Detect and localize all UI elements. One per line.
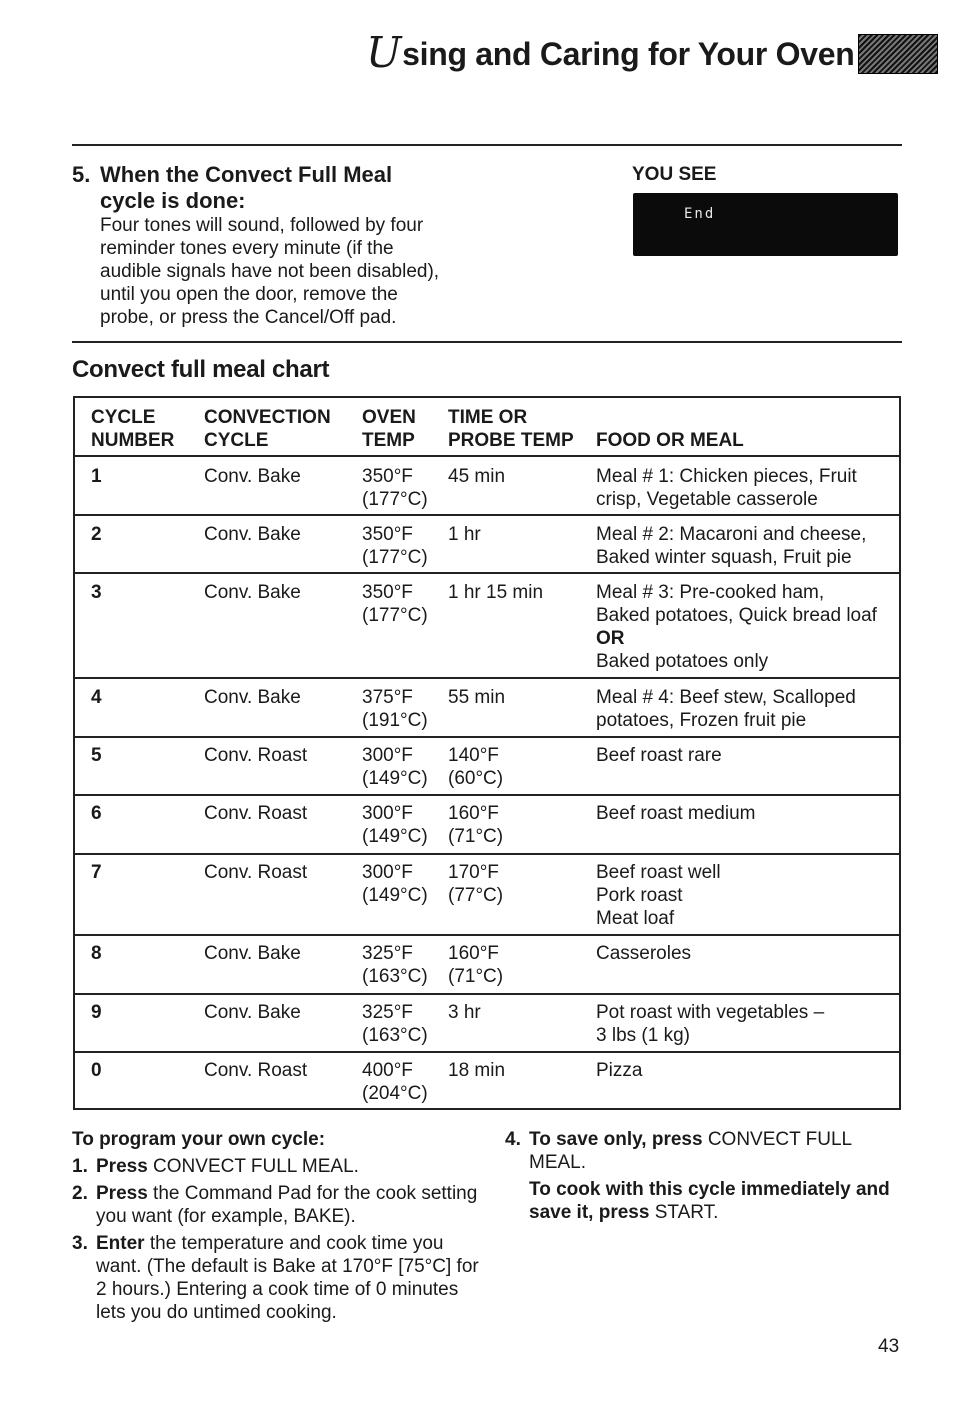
row-temp: 300°F (149°C)	[362, 862, 428, 906]
step5-title-line2: cycle is done:	[100, 188, 246, 213]
section-divider	[72, 144, 902, 146]
row-number: 0	[91, 1060, 102, 1081]
table-row	[75, 574, 899, 679]
row-food: Meal # 2: Macaroni and cheese, Baked winter squash, Fruit pie	[596, 524, 867, 568]
step-text: CONVECT FULL MEAL.	[529, 1129, 852, 1173]
row-cycle: Conv. Bake	[204, 687, 301, 708]
row-time: 1 hr	[448, 524, 481, 545]
row-temp: 325°F (163°C)	[362, 1002, 428, 1046]
header-title-initial: U	[366, 28, 402, 77]
row-time: 140°F (60°C)	[448, 745, 504, 789]
row-food: Pot roast with vegetables – 3 lbs (1 kg)	[596, 1002, 825, 1046]
table-row	[75, 796, 899, 855]
step-number: 4.	[505, 1129, 521, 1150]
table-header-row	[75, 398, 899, 457]
row-temp: 350°F (177°C)	[362, 524, 428, 568]
row-temp: 350°F (177°C)	[362, 466, 428, 510]
row-food: Pizza	[596, 1060, 643, 1081]
step5-number: 5.	[72, 162, 91, 187]
step-verb: To save only, press	[529, 1129, 703, 1150]
header-oven-temp: OVEN TEMP	[362, 407, 416, 451]
program-step	[72, 1182, 482, 1228]
display-text: End	[684, 206, 716, 222]
table-row	[75, 679, 899, 738]
table-row	[75, 457, 899, 516]
chart-title: Convect full meal chart	[72, 356, 330, 383]
program-step-4	[505, 1128, 905, 1228]
table-row	[75, 1053, 899, 1108]
table-row	[75, 516, 899, 574]
row-temp: 300°F (149°C)	[362, 803, 428, 847]
row-time: 1 hr 15 min	[448, 582, 544, 603]
step-number: 1.	[72, 1156, 88, 1177]
section-divider	[72, 341, 902, 343]
row-cycle: Conv. Bake	[204, 1002, 301, 1023]
row-time: 160°F (71°C)	[448, 803, 504, 847]
program-step	[72, 1155, 482, 1178]
row-cycle: Conv. Roast	[204, 745, 308, 766]
header-time-probe: TIME OR PROBE TEMP	[448, 407, 574, 451]
row-cycle: Conv. Bake	[204, 524, 301, 545]
step-number: 3.	[72, 1233, 88, 1254]
header-cycle-number: CYCLE NUMBER	[91, 407, 175, 451]
oven-display	[633, 193, 898, 256]
row-number: 2	[91, 524, 102, 545]
row-cycle: Conv. Roast	[204, 862, 308, 883]
row-number: 7	[91, 862, 102, 883]
step5-title-line1: When the Convect Full Meal	[100, 162, 393, 187]
row-food: Beef roast well Pork roast Meat loaf	[596, 862, 721, 929]
step5-title	[72, 162, 392, 214]
table-row	[75, 738, 899, 796]
program-heading: To program your own cycle:	[72, 1129, 326, 1150]
row-time: 160°F (71°C)	[448, 943, 504, 987]
row-number: 5	[91, 745, 102, 766]
row-food: Meal # 4: Beef stew, Scalloped potatoes, Frozen fruit pie	[596, 687, 856, 731]
row-cycle: Conv. Roast	[204, 1060, 308, 1081]
page-number: 43	[878, 1336, 900, 1357]
row-food: Beef roast medium	[596, 803, 756, 824]
step-verb: Press	[96, 1156, 148, 1177]
row-time: 55 min	[448, 687, 506, 708]
table-row	[75, 995, 899, 1053]
row-temp: 350°F (177°C)	[362, 582, 428, 626]
row-number: 9	[91, 1002, 102, 1023]
page-header-title	[366, 28, 855, 88]
header-convection-cycle: CONVECTION CYCLE	[204, 407, 331, 451]
row-food-main: Meal # 3: Pre-cooked ham, Baked potatoes, Quick bread loaf	[596, 582, 877, 626]
step-verb: Enter	[96, 1233, 145, 1254]
row-food: Casseroles	[596, 943, 692, 964]
convect-meal-table	[73, 396, 901, 1110]
row-food: Meal # 1: Chicken pieces, Fruit crisp, Vegetable casserole	[596, 466, 857, 510]
row-cycle: Conv. Bake	[204, 466, 301, 487]
program-step	[72, 1232, 482, 1324]
row-time: 3 hr	[448, 1002, 481, 1023]
step-text: the temperature and cook time you want. (The default is Bake at 170°F [75°C] for 2 hours.) Entering a cook time of 0 minutes lets you do untimed cooking.	[96, 1233, 479, 1323]
row-food-alt: Baked potatoes only	[596, 651, 769, 672]
step5-body: Four tones will sound, followed by four reminder tones every minute (if the audible signals have not been disabled), until you open the door, remove the probe, or press the Cancel/Off pad.	[100, 215, 440, 328]
step-text: START.	[649, 1202, 719, 1223]
row-temp: 325°F (163°C)	[362, 943, 428, 987]
row-number: 4	[91, 687, 102, 708]
header-title-rest: sing and Caring for Your Oven	[402, 36, 855, 72]
table-row	[75, 936, 899, 995]
you-see-label: YOU SEE	[632, 164, 717, 185]
row-cycle: Conv. Roast	[204, 803, 308, 824]
row-time: 170°F (77°C)	[448, 862, 504, 906]
step-text: the Command Pad for the cook setting you want (for example, BAKE).	[96, 1183, 478, 1227]
table-row	[75, 855, 899, 936]
program-step	[505, 1128, 905, 1174]
row-number: 3	[91, 582, 102, 603]
row-number: 1	[91, 466, 102, 487]
row-temp: 400°F (204°C)	[362, 1060, 428, 1104]
row-temp: 300°F (149°C)	[362, 745, 428, 789]
row-food-or: OR	[596, 628, 625, 649]
row-time: 45 min	[448, 466, 506, 487]
step-text: CONVECT FULL MEAL.	[147, 1156, 359, 1177]
step-verb: To cook with this cycle immediately and save it, press	[529, 1179, 890, 1223]
row-food: Beef roast rare	[596, 745, 722, 766]
row-number: 6	[91, 803, 102, 824]
step-verb: Press	[96, 1183, 148, 1204]
header-food-meal: FOOD OR MEAL	[596, 430, 744, 451]
row-number: 8	[91, 943, 102, 964]
row-cycle: Conv. Bake	[204, 582, 301, 603]
row-time: 18 min	[448, 1060, 506, 1081]
row-cycle: Conv. Bake	[204, 943, 301, 964]
oven-logo-icon	[858, 34, 938, 74]
program-step-continued	[505, 1178, 905, 1224]
row-temp: 375°F (191°C)	[362, 687, 428, 731]
row-food	[596, 581, 896, 673]
step-number: 2.	[72, 1183, 88, 1204]
program-instructions	[72, 1128, 482, 1328]
